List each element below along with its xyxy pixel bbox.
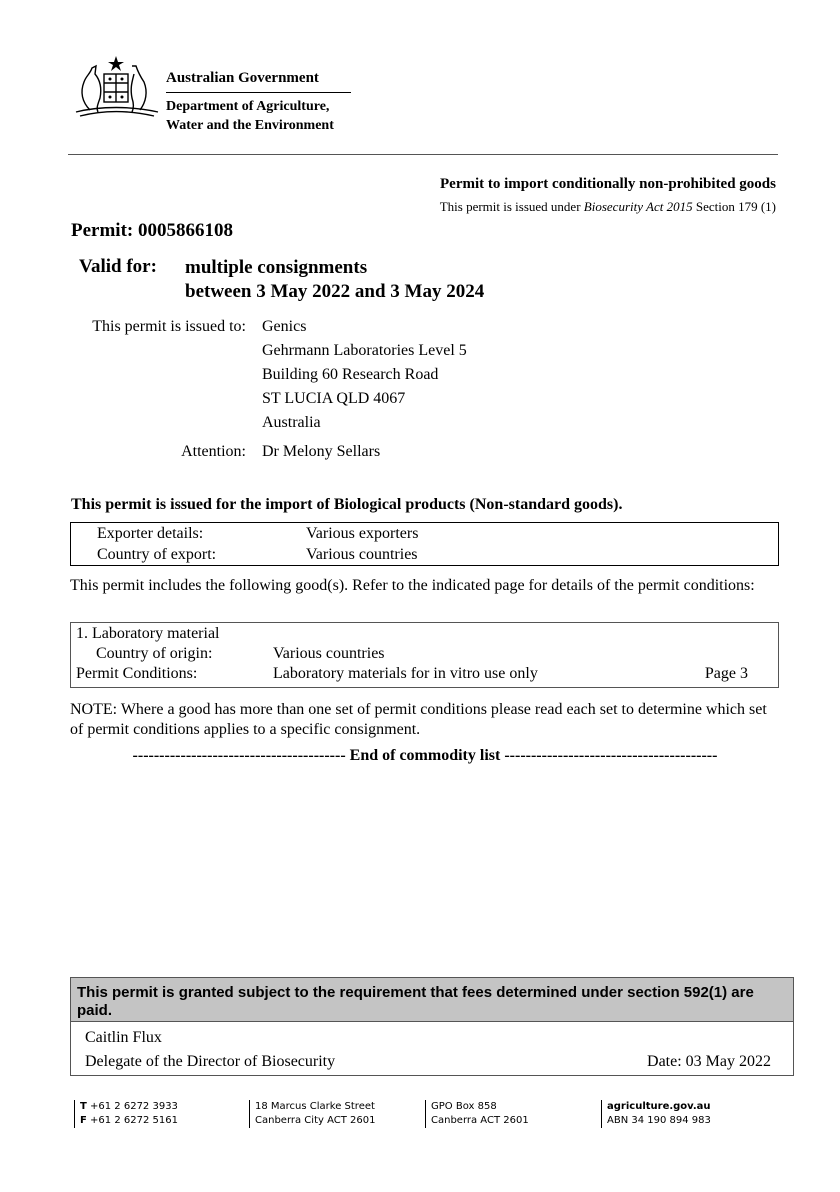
- header-divider: [68, 154, 778, 155]
- government-name-rule: [166, 92, 351, 93]
- department-line-2: Water and the Environment: [166, 118, 334, 133]
- country-of-export-label: Country of export:: [97, 546, 217, 563]
- exporter-details-label: Exporter details:: [97, 525, 204, 542]
- issued-to-label: This permit is issued to:: [92, 318, 246, 335]
- country-of-origin-label: Country of origin:: [96, 645, 213, 662]
- footer-street-address: [249, 1100, 375, 1128]
- act-section: Section 179 (1): [695, 199, 776, 214]
- signer-role: Delegate of the Director of Biosecurity: [85, 1053, 336, 1070]
- footer-fax: [80, 1114, 178, 1128]
- validity-line-1: multiple consignments: [185, 257, 368, 278]
- act-name: Biosecurity Act 2015: [583, 199, 693, 214]
- footer-po-box: GPO Box 858: [431, 1101, 497, 1112]
- issued-under-prefix: This permit is issued under: [439, 199, 581, 214]
- conditions-page-ref: Page 3: [704, 665, 748, 682]
- department-line-1: Department of Agriculture,: [166, 99, 330, 114]
- import-statement: This permit is issued for the import of Biological products (Non-standard goods).: [71, 496, 623, 513]
- grant-statement: This permit is granted subject to the requirement that fees determined under section 592(1) are paid.: [71, 978, 793, 1022]
- phone-number: +61 2 6272 3933: [90, 1101, 178, 1112]
- address-line: Genics: [262, 318, 307, 335]
- signer-name: Caitlin Flux: [85, 1029, 162, 1046]
- permit-conditions-label: Permit Conditions:: [76, 665, 198, 682]
- end-of-commodity-list: ---------------------------------------- End of commodity list ----------------------------------------: [132, 747, 718, 764]
- permit-number: Permit: 0005866108: [71, 220, 233, 241]
- department-name: [166, 97, 334, 135]
- footer-po-city: Canberra ACT 2601: [431, 1115, 529, 1126]
- validity-line-2: between 3 May 2022 and 3 May 2024: [185, 281, 485, 302]
- address-line: Gehrmann Laboratories Level 5: [262, 342, 467, 359]
- country-of-origin-value: Various countries: [273, 645, 385, 662]
- recipient-address: [262, 315, 467, 435]
- fax-label: F: [80, 1115, 87, 1126]
- phone-label: T: [80, 1101, 87, 1112]
- goods-table: [70, 622, 779, 688]
- exporter-details-box: [70, 522, 779, 566]
- grant-box: [70, 977, 794, 1076]
- country-of-export-value: Various countries: [306, 546, 418, 563]
- government-name: Australian Government: [166, 70, 319, 86]
- attention-value: Dr Melony Sellars: [262, 443, 381, 460]
- exporter-details-value: Various exporters: [306, 525, 419, 542]
- coat-of-arms-icon: [70, 52, 162, 122]
- footer-phone: [80, 1100, 178, 1114]
- validity-period: [185, 256, 484, 304]
- permit-type-title: Permit to import conditionally non-prohibited goods: [440, 176, 776, 192]
- footer-web: [601, 1100, 711, 1128]
- footer-street-city: Canberra City ACT 2601: [255, 1115, 376, 1126]
- issued-under-line: [440, 199, 776, 215]
- permit-conditions-value: Laboratory materials for in vitro use only: [273, 665, 538, 682]
- footer-street: 18 Marcus Clarke Street: [255, 1101, 375, 1112]
- footer-contact: [74, 1100, 178, 1128]
- grant-date: Date: 03 May 2022: [647, 1053, 771, 1070]
- address-line: Building 60 Research Road: [262, 366, 439, 383]
- goods-intro: This permit includes the following good(s). Refer to the indicated page for details of the permit conditions:: [70, 577, 755, 594]
- address-line: ST LUCIA QLD 4067: [262, 390, 406, 407]
- footer-website-link[interactable]: agriculture.gov.au: [607, 1101, 711, 1112]
- fax-number: +61 2 6272 5161: [90, 1115, 178, 1126]
- good-title: 1. Laboratory material: [76, 625, 220, 642]
- footer-postal-address: [425, 1100, 529, 1128]
- footer-abn: ABN 34 190 894 983: [607, 1115, 711, 1126]
- attention-label: Attention:: [181, 443, 246, 460]
- address-line: Australia: [262, 414, 321, 431]
- valid-for-label: Valid for:: [79, 256, 157, 277]
- note-text: NOTE: Where a good has more than one set of permit conditions please read each set to determine which set of permit conditions applies to a specific consignment.: [70, 701, 767, 738]
